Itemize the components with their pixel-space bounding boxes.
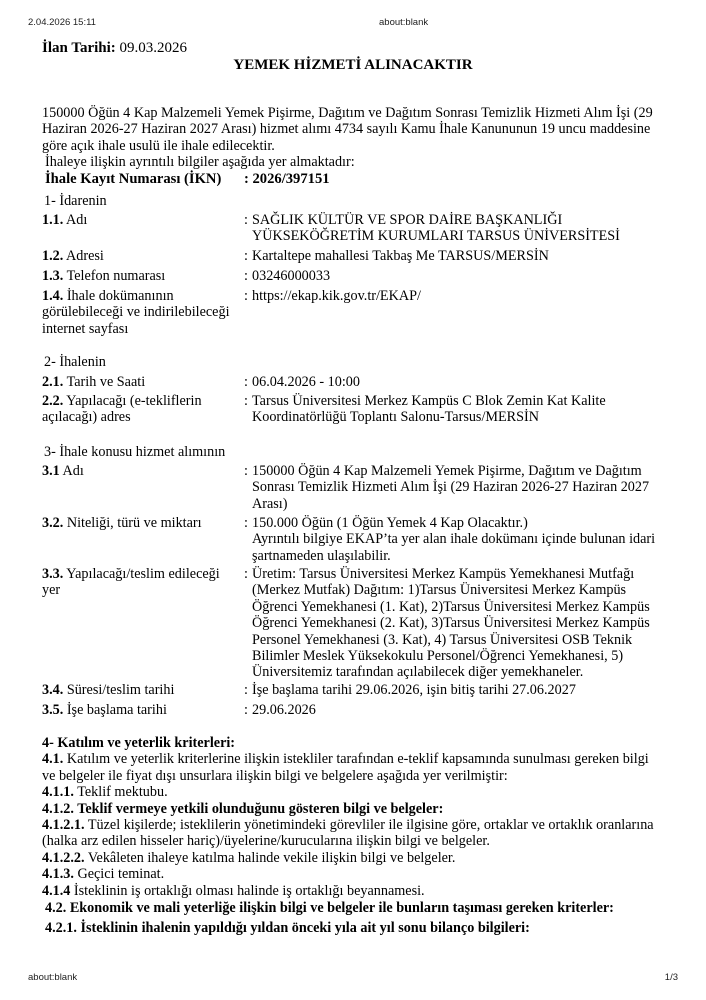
p41: 4.1. Katılım ve yeterlik kriterlerine ilişkin istekliler tarafından e-teklif kapsamında sunulması gereken bilgi (42, 751, 649, 768)
colon-separator: : (244, 268, 248, 284)
row-label-text: Tarih ve Saati (63, 374, 146, 390)
row-value-line: Sonrası Temizlik Hizmeti Alım İşi (29 Haziran 2026-27 Haziran 2027 (252, 479, 650, 496)
row-value-line: Koordinatörlüğü Toplantı Salonu-Tarsus/MERSİN (252, 409, 539, 426)
section3-row (42, 702, 682, 718)
p42: 4.2. Ekonomik ve mali yeterliğe ilişkin bilgi ve belgeler ile bunların taşıması gereken kriterler: (45, 900, 614, 917)
details-line: İhaleye ilişkin ayrıntılı bilgiler aşağıda yer almaktadır: (45, 154, 355, 171)
row-value-line: Personel Yemekhanesi (3. Kat), 4) Tarsus Üniversitesi OSB Teknik (252, 631, 633, 648)
row-label (42, 393, 237, 426)
p421: 4.2.1. İsteklinin ihalenin yapıldığı yıldan önceki yıla ait yıl sonu bilanço bilgileri: (45, 920, 530, 937)
ilan-date-label: İlan Tarihi: (42, 40, 116, 56)
row-value (252, 288, 682, 337)
p414: 4.1.4 İsteklinin iş ortaklığı olması halinde iş ortaklığı beyannamesi. (42, 882, 425, 899)
row-number: 1.2. (42, 248, 64, 264)
row-number: 3.5. (42, 702, 64, 718)
section1-row (42, 248, 682, 264)
ikn-value: : 2026/397151 (244, 171, 330, 187)
row-value (252, 566, 682, 681)
row-label-text: Telefon numarası (63, 268, 166, 284)
footer-page: 1/3 (664, 972, 678, 983)
row-value (252, 515, 682, 564)
row-value-line: Öğrenci Yemekhanesi (2. Kat), 3)Tarsus Üniversitesi Merkez Kampüs (252, 615, 650, 632)
row-number: 1.3. (42, 268, 64, 284)
colon-separator: : (244, 702, 248, 718)
row-value-line: Arası) (252, 495, 288, 512)
row-value (252, 248, 682, 264)
colon-separator: : (244, 566, 248, 582)
row-label-text: Adı (59, 463, 84, 479)
section2-row (42, 393, 682, 426)
row-value-line: YÜKSEKÖĞRETİM KURUMLARI TARSUS ÜNİVERSİTESİ (252, 228, 620, 245)
row-label-text: Yapılacağı (e-tekliflerin açılacağı) adres (42, 393, 202, 426)
row-number: 3.1 (42, 463, 60, 479)
ilan-date (42, 40, 187, 57)
intro-line: göre açık ihale usulü ile ihale edilecektir. (42, 137, 275, 154)
page-title: YEMEK HİZMETİ ALINACAKTIR (233, 57, 473, 73)
footer-url: about:blank (28, 972, 78, 983)
section1-heading: 1- İdarenin (44, 193, 107, 209)
row-value (252, 374, 682, 390)
row-label (42, 212, 244, 245)
row-value-line: İşe başlama tarihi 29.06.2026, işin bitiş tarihi 27.06.2027 (252, 682, 576, 698)
row-label (42, 288, 237, 337)
section3-heading: 3- İhale konusu hizmet alımının (44, 444, 226, 460)
row-value (252, 212, 682, 245)
row-number: 2.1. (42, 374, 64, 390)
row-value-line: Üniversitemiz tarafından açılabilecek diğer yemekhaneler. (252, 664, 584, 681)
row-label (42, 374, 244, 390)
row-label-text: Adı (63, 212, 88, 228)
row-label (42, 702, 244, 718)
colon-separator: : (244, 374, 248, 390)
section3-row (42, 515, 682, 564)
row-number: 3.3. (42, 566, 64, 582)
row-value-line: Kartaltepe mahallesi Takbaş Me TARSUS/MERSİN (252, 248, 549, 264)
row-value-line: (Merkez Mutfak) Dağıtım: 1)Tarsus Üniversitesi Merkez Kampüs (252, 582, 627, 599)
section3-row (42, 566, 682, 681)
row-label (42, 248, 244, 264)
section3-row (42, 463, 682, 512)
row-label-text: İşe başlama tarihi (63, 702, 167, 718)
print-datetime: 2.04.2026 15:11 (28, 17, 96, 28)
row-value-line: SAĞLIK KÜLTÜR VE SPOR DAİRE BAŞKANLIĞI (252, 212, 563, 228)
section2-heading: 2- İhalenin (44, 354, 106, 370)
row-label-text: Niteliği, türü ve miktarı (63, 515, 202, 531)
row-value-line[interactable]: https://ekap.kik.gov.tr/EKAP/ (252, 288, 421, 304)
section1-row (42, 288, 682, 337)
row-value (252, 682, 682, 698)
row-value-line: Ayrıntılı bilgiye EKAP’ta yer alan ihale dokümanı içinde bulunan idari (252, 531, 656, 548)
intro-line: 150000 Öğün 4 Kap Malzemeli Yemek Pişirme, Dağıtım ve Dağıtım Sonrası Temizlik Hizmeti Alım İşi (29 (42, 105, 653, 121)
row-label-text: Yapılacağı/teslim edileceği yer (42, 566, 220, 599)
row-value-line: 29.06.2026 (252, 702, 316, 718)
section2-row (42, 374, 682, 390)
p412: 4.1.2. Teklif vermeye yetkili olunduğunu gösteren bilgi ve belgeler: (42, 800, 444, 817)
row-value (252, 393, 682, 426)
row-label (42, 566, 237, 681)
p413: 4.1.3. Geçici teminat. (42, 866, 165, 883)
p41-cont: ve belgeler ile fiyat dışı unsurlara ilişkin bilgi ve belgelere aşağıda yer verilmiştir: (42, 767, 508, 784)
colon-separator: : (244, 393, 248, 409)
intro-line: Haziran 2026-27 Haziran 2027 Arası) hizmet alımı 4734 sayılı Kamu İhale Kanununun 19 uncu maddesine (42, 121, 651, 138)
row-label-text: Adresi (63, 248, 104, 264)
p4121: 4.1.2.1. Tüzel kişilerde; isteklilerin yönetimindeki görevliler ile ilgisine göre, ortaklar ve ortaklık oranlarına (42, 817, 654, 834)
row-label (42, 515, 244, 564)
colon-separator: : (244, 248, 248, 264)
row-number: 3.4. (42, 682, 64, 698)
colon-separator: : (244, 463, 248, 479)
row-number: 1.4. (42, 288, 64, 304)
p411: 4.1.1. Teklif mektubu. (42, 784, 168, 801)
row-value-line: 06.04.2026 - 10:00 (252, 374, 360, 390)
row-value-line: 150000 Öğün 4 Kap Malzemeli Yemek Pişirme, Dağıtım ve Dağıtım (252, 463, 642, 479)
section1-row (42, 212, 682, 245)
row-value (252, 702, 682, 718)
ikn-row (42, 171, 682, 187)
row-value-line: Tarsus Üniversitesi Merkez Kampüs C Blok Zemin Kat Kalite (252, 393, 606, 409)
row-number: 1.1. (42, 212, 64, 228)
row-label (42, 682, 244, 698)
colon-separator: : (244, 682, 248, 698)
row-value (252, 268, 682, 284)
row-value-line: 150.000 Öğün (1 Öğün Yemek 4 Kap Olacaktır.) (252, 515, 528, 531)
row-label-text: Süresi/teslim tarihi (63, 682, 175, 698)
intro-paragraph (42, 105, 692, 171)
section1-row (42, 268, 682, 284)
row-value-line: Üretim: Tarsus Üniversitesi Merkez Kampüs Yemekhanesi Mutfağı (252, 566, 635, 582)
row-label-text: İhale dokümanının görülebileceği ve indirilebileceği internet sayfası (42, 288, 230, 337)
ikn-label: İhale Kayıt Numarası (İKN) (45, 171, 222, 187)
row-value-line: şartnameden ulaşılabilir. (252, 547, 391, 564)
row-value-line: Bilimler Meslek Yüksekokulu Personel/Öğrenci Yemekhanesi, 5) (252, 648, 624, 665)
colon-separator: : (244, 288, 248, 304)
row-label (42, 463, 244, 512)
section4 (42, 735, 692, 937)
row-value-line: Öğrenci Yemekhanesi (1. Kat), 2)Tarsus Üniversitesi Merkez Kampüs (252, 598, 650, 615)
row-number: 2.2. (42, 393, 64, 409)
ilan-date-value: 09.03.2026 (119, 40, 188, 56)
colon-separator: : (244, 515, 248, 531)
print-url: about:blank (379, 17, 429, 28)
row-value (252, 463, 682, 512)
row-value-line: 03246000033 (252, 268, 331, 284)
section3-row (42, 682, 682, 698)
section4-heading: 4- Katılım ve yeterlik kriterleri: (42, 735, 236, 751)
colon-separator: : (244, 212, 248, 228)
row-label (42, 268, 244, 284)
p4122: 4.1.2.2. Vekâleten ihaleye katılma halinde vekile ilişkin bilgi ve belgeler. (42, 849, 456, 866)
row-number: 3.2. (42, 515, 64, 531)
p4121-cont: (halka arz edilen hisseler hariç)/üyelerine/kurucularına ilişkin bilgi ve belgeler. (42, 833, 490, 850)
